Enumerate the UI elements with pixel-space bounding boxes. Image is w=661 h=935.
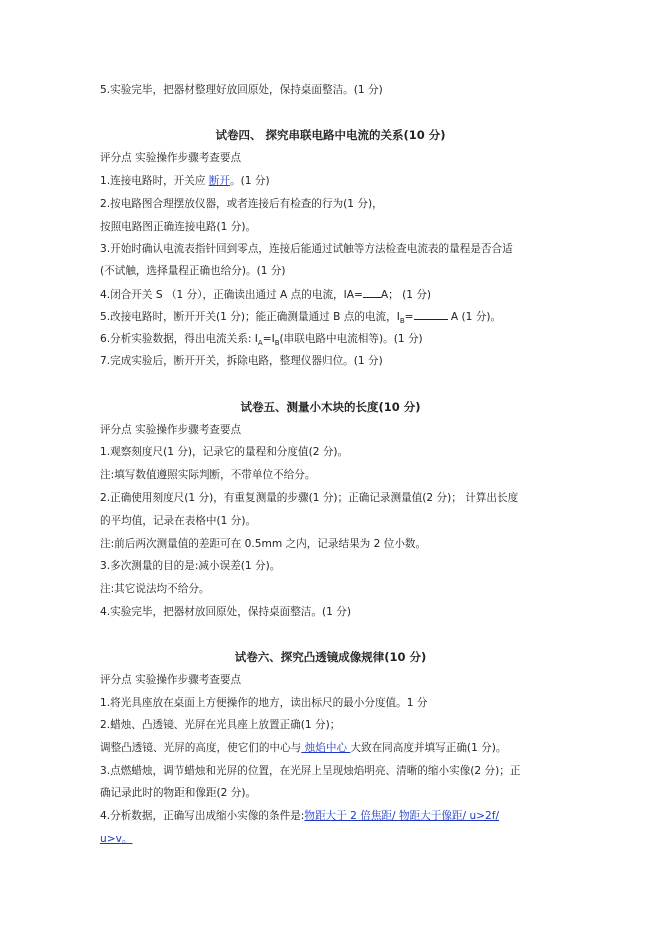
step-1-text: 1.连接电路时，开关应 — [100, 175, 209, 187]
answer-disconnect: 断开 — [208, 175, 231, 187]
section-6-step-3: 3.点燃蜡烛，调节蜡烛和光屏的位置，在光屏上呈现烛焰明亮、清晰的缩小实像(2 分)；正 — [100, 765, 521, 777]
section-4-step-1 — [100, 174, 570, 188]
answer-condition: 物距大于 2 倍焦距/ 物距大于像距/ u>2f/ — [304, 810, 500, 822]
section-6-step-2: 2.蜡烛、凸透镜、光屏在光具座上放置正确(1 分)； — [100, 719, 341, 731]
section-4-step-4 — [100, 287, 570, 302]
section-6-step-4-cont — [100, 832, 570, 846]
step-6-text: 6.分析实验数据，得出电流关系: I — [100, 333, 258, 345]
section-6-step-3-cont: 确记录此时的物距和像距(2 分)。 — [100, 787, 257, 799]
section-4-step-3: 3.开始时确认电流表指针回到零点，连接后能通过试触等方法检查电流表的量程是否合适 — [100, 243, 513, 255]
section-5-step-2: 2.正确使用刻度尺(1 分)，有重复测量的步骤(1 分)；正确记录测量值(2 分)； 计算出长度 — [100, 492, 519, 504]
section-4-step-2: 2.按电路图合理摆放仪器，或者连接后有检查的行为(1 分)， — [100, 198, 383, 210]
section-5-note-3: 注:其它说法均不给分。 — [100, 583, 210, 595]
step-1-score: 。(1 分) — [230, 175, 270, 187]
section-4-step-5 — [100, 309, 570, 328]
answer-condition-cont: u>v。 — [100, 833, 133, 845]
section-5-note-2: 注:前后两次测量值的差距可在 0.5mm 之内，记录结果为 2 位小数。 — [100, 538, 427, 550]
answer-flame-center: 烛焰中心 — [301, 742, 351, 754]
section-4-header: 评分点 实验操作步骤考查要点 — [100, 152, 242, 164]
blank-ia — [363, 287, 381, 298]
step-5-text: 5.改接电路时，断开开关(1 分)；能正确测量通过 B 点的电流，I — [100, 311, 400, 323]
section-6-step-1: 1.将光具座放在桌面上方便操作的地方，读出标尺的最小分度值。1 分 — [100, 697, 428, 709]
section-5-title: 试卷五、测量小木块的长度(10 分) — [240, 400, 421, 414]
step-6-note: (串联电路中电流相等)。(1 分) — [279, 333, 423, 345]
section-4-step-6 — [100, 332, 570, 350]
step-4-score: A； (1 分) — [380, 289, 432, 301]
blank-ib — [414, 309, 448, 320]
step-6-eq: =I — [262, 333, 275, 345]
sub-b: B — [399, 317, 405, 326]
step-2-score: 大致在同高度并填写正确(1 分)。 — [350, 742, 507, 754]
section-5-step-2-cont: 的平均值，记录在表格中(1 分)。 — [100, 515, 257, 527]
section-4-step-3-cont: (不试触，选择量程正确也给分)。(1 分) — [100, 265, 286, 277]
section-5-step-4: 4.实验完毕，把器材放回原处，保持桌面整洁。(1 分) — [100, 606, 351, 618]
section-6-header: 评分点 实验操作步骤考查要点 — [100, 674, 242, 686]
top-step-5: 5.实验完毕，把器材整理好放回原处，保持桌面整洁。(1 分) — [100, 84, 383, 96]
section-6-step-2-cont — [100, 741, 570, 755]
section-5-note-1: 注:填写数值遵照实际判断，不带单位不给分。 — [100, 469, 316, 481]
section-5-step-3: 3.多次测量的目的是:减小误差(1 分)。 — [100, 560, 281, 572]
section-5-step-1: 1.观察刻度尺(1 分)，记录它的量程和分度值(2 分)。 — [100, 446, 349, 458]
sub-a: A — [257, 339, 263, 348]
step-4-text-s6: 4.分析数据，正确写出成缩小实像的条件是: — [100, 810, 305, 822]
section-4-step-2-cont: 按照电路图正确连接电路(1 分)。 — [100, 221, 257, 233]
step-2-text: 调整凸透镜、光屏的高度，使它们的中心与 — [100, 742, 302, 754]
section-5-header: 评分点 实验操作步骤考查要点 — [100, 424, 242, 436]
section-6-title: 试卷六、探究凸透镜成像规律(10 分) — [234, 650, 427, 664]
sub-b2: B — [274, 339, 280, 348]
section-4-step-7: 7.完成实验后，断开开关，拆除电路，整理仪器归位。(1 分) — [100, 355, 383, 367]
section-4-title: 试卷四、 探究串联电路中电流的关系(10 分) — [215, 128, 446, 142]
section-6-step-4 — [100, 809, 570, 823]
step-4-text: 4.闭合开关 S （1 分），正确读出通过 A 点的电流，IA= — [100, 289, 363, 301]
step-5-score: A (1 分)。 — [447, 311, 502, 323]
step-5-eq: = — [404, 311, 414, 323]
